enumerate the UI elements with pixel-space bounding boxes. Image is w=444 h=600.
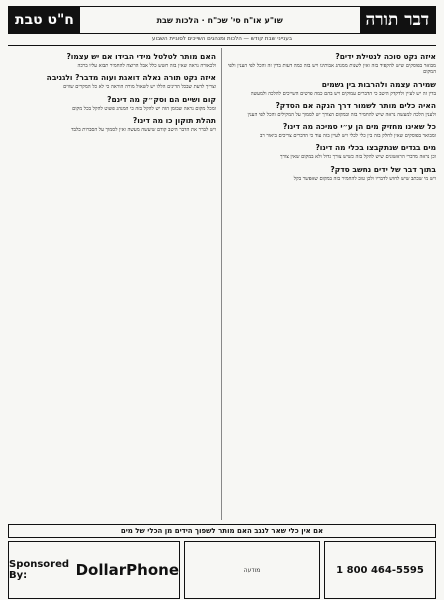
section-title: איזה נקט תורה נאלה דואגת ועוה מדבר? ולגניבה [46,73,216,83]
section-title: תהלת תוקון כו מה דינו? [132,115,216,125]
footer-ads [8,541,436,599]
phone-number: 1 800 464-5595 [324,541,436,599]
section-text: בדין זה יש לעיין ולדקדק היטב כי הדברים עמוקים ויש בהם כמה פרטים השייכים להלכה ולמעשה [250,90,436,97]
advertisement[interactable]: מודעה [184,541,320,599]
sponsor-box[interactable] [8,541,180,599]
section-text: ולכאורה נראה שאין בזה חשש כלל אבל הרוצה להחמיר תבוא עליו ברכה [77,63,216,69]
section-title: מים בגדים שנתקבצו בכלי מה דינו? [315,143,436,153]
section-title: בתוך דבר של ידים נחשב סדק? [330,164,436,174]
publication-logo: דבר תורה [360,7,435,33]
section-title: קום ושיים הם וסק״ק מה דינם? [107,94,216,104]
section-title: שמירה עצמה ולהרבות בין גשמים [321,79,436,89]
header-references: שו"ע או"ח סי' שכ"ח · הלכות שבת [156,15,283,25]
section-text: וכן נראה מדברי הראשונים שיש להקל בזה כשיש צורך גדול ולא במקום שאין צורך [280,154,436,161]
section-text: ויש מי שכתב שיש לחוש לדבריו ולכן טוב להחמיר בזה במקום שאפשר בקל [293,175,436,182]
section-text: מבואר בפוסקים שיש להקפיד בזה ואין לשנות ממנהג אבותינו ויש בזה כמה דעות בדין זה והכל לפי הענין ולפי המקום [228,63,436,76]
column-right [228,48,436,520]
content-columns [8,48,436,520]
sponsor-label: Sponsored By: [9,559,70,581]
section-text: וצריך לדעת שבכל הדינים הללו יש לשאול מורה הוראה כי לא כל המקרים שווים [63,84,216,91]
section-text: ולענין הלכה למעשה נראה שיש להחמיר בזה ובמקום הצורך יש לסמוך על המקילים והכל לפי הענין [247,111,436,118]
section-title: האם מותר לטלטל מידי הבידו אם יש עצמו? [66,52,216,61]
section-title: האיה כלים מותר לשמור דרך הנקה אם הסדק? [275,100,436,110]
section-title: איזה נקט סוכה לנטילת ידים? [335,52,436,61]
section-text: ויש לברר את הדבר היטב קודם שיעשה מעשה ואין לסמוך על הסברות בלבד [71,126,216,133]
subtitle-line: בענייני שבת קודש — הלכות ומנהגים השייכים לסוגיית השבוע [8,36,436,46]
section-title: כל שאינו מחזיק מים הן ע״י סמיכה מה דינו? [282,122,436,132]
bottom-line-banner: אם אין כלי שאר לנגב האם מותר לשפוך הידים מן הכלי של מים [8,524,436,538]
header-bar [8,6,436,34]
sponsor-name: DollarPhone [75,561,179,579]
section-text: ומכל מקום נראה שבזמן הזה יש להקל בזה כי המנהג פשוט להקל בכל מקום [72,105,216,112]
date-badge: ח"ט טבת [9,7,80,33]
column-left [8,48,222,520]
section-text: ומבואר בפוסקים שאין לחלק בזה בין כלי לכלי ויש לעיין בזה עוד כי הדברים צריכים ביאור רב [259,133,436,140]
